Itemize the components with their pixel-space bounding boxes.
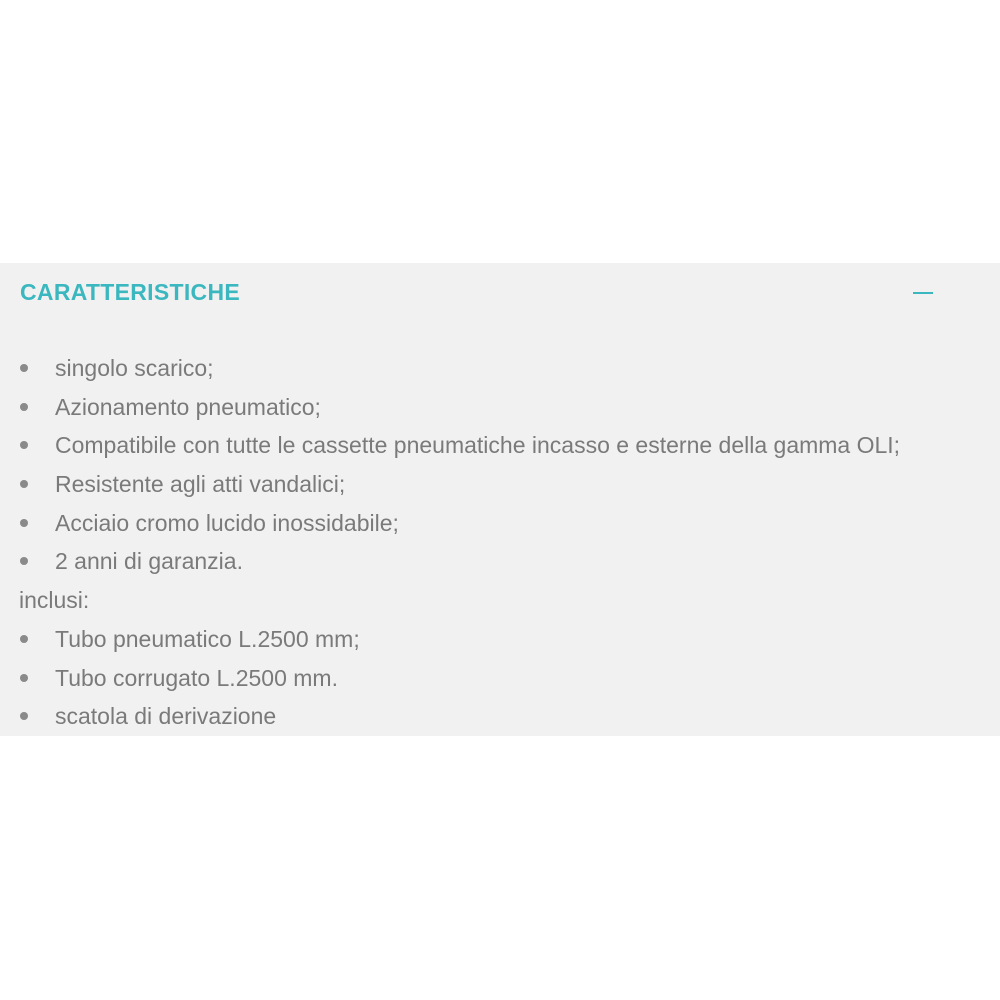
collapse-icon[interactable] — [913, 292, 933, 294]
list-item-text: Resistente agli atti vandalici; — [55, 471, 346, 498]
list-item — [0, 697, 1000, 736]
list-item-text: Acciaio cromo lucido inossidabile; — [55, 509, 399, 536]
list-item-text: singolo scarico; — [55, 355, 214, 381]
included-label-row — [0, 581, 1000, 620]
list-item-text: Azionamento pneumatico; — [55, 393, 321, 420]
features-accordion — [0, 263, 1000, 736]
section-title: CARATTERISTICHE — [20, 279, 241, 305]
list-item — [0, 426, 1000, 465]
list-item-text: 2 anni di garanzia. — [55, 548, 243, 575]
bullet-icon — [20, 403, 28, 411]
bullet-icon — [20, 557, 28, 565]
list-item — [0, 659, 1000, 698]
list-item — [0, 465, 1000, 504]
list-item — [0, 349, 1000, 388]
list-item-text: Tubo corrugato L.2500 mm. — [55, 664, 338, 691]
list-item — [0, 542, 1000, 581]
list-item-text: Compatibile con tutte le cassette pneumatiche incasso e esterne della gamma OLI; — [55, 432, 901, 459]
bullet-icon — [20, 480, 28, 488]
bullet-icon — [20, 712, 28, 720]
included-label: inclusi: — [19, 587, 90, 614]
accordion-header[interactable] — [0, 263, 1000, 323]
list-item-text: Tubo pneumatico L.2500 mm; — [55, 625, 360, 652]
bullet-icon — [20, 635, 28, 643]
bullet-icon — [20, 674, 28, 682]
list-item-text: scatola di derivazione — [55, 703, 277, 730]
list-item — [0, 620, 1000, 659]
list-item — [0, 504, 1000, 543]
list-item — [0, 388, 1000, 427]
bullet-icon — [20, 441, 28, 449]
accordion-body — [0, 349, 1000, 736]
bullet-icon — [20, 364, 28, 372]
bullet-icon — [20, 519, 28, 527]
